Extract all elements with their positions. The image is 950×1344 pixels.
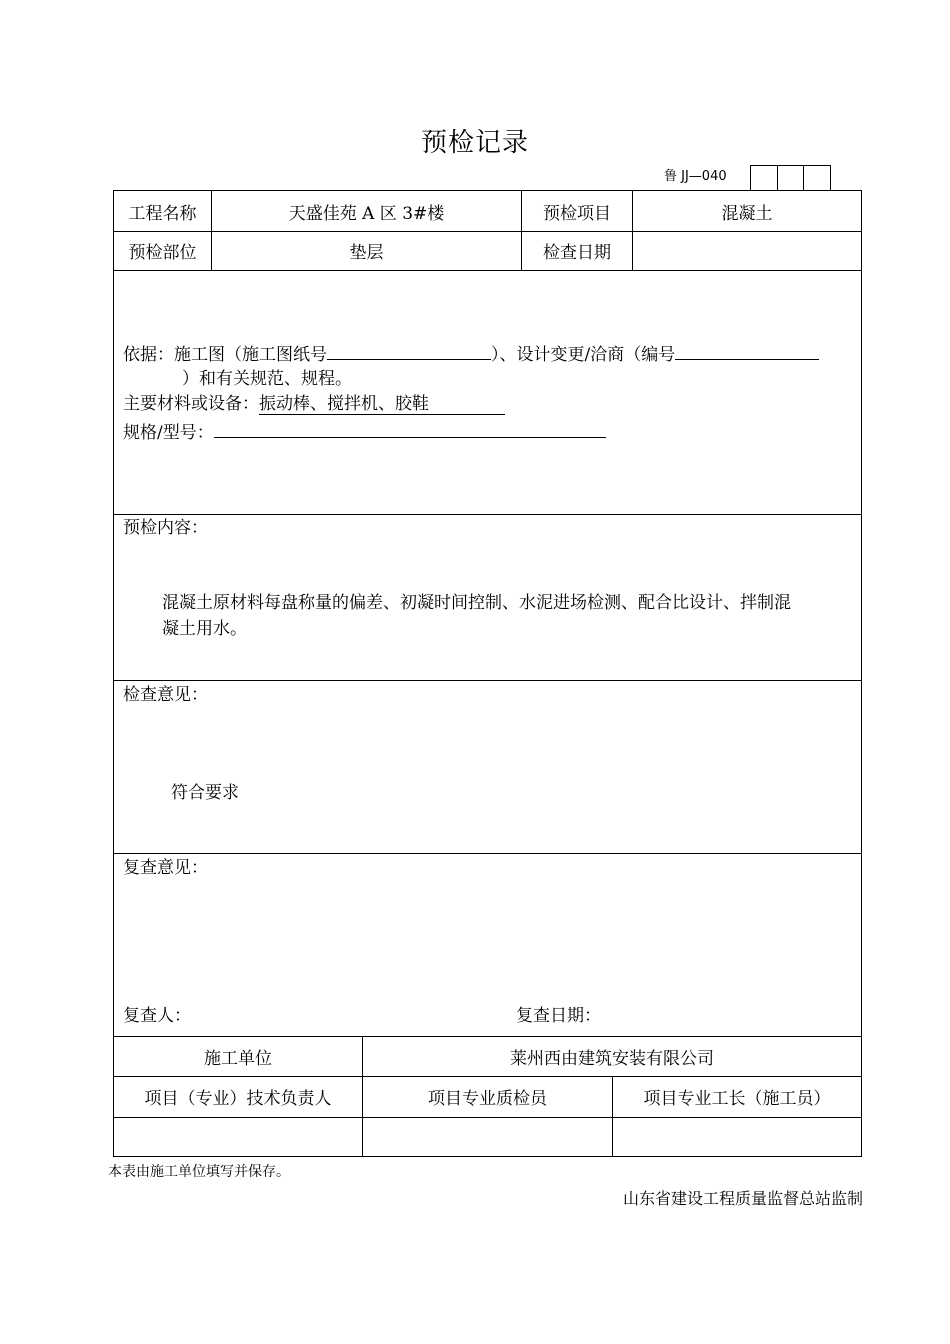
content-label: 预检内容： (123, 518, 208, 538)
recheck-label: 复查意见： (123, 858, 208, 878)
footnote: 本表由施工单位填写并保存。 (108, 1164, 290, 1180)
inspection-item-label: 预检项目 (543, 203, 611, 224)
project-name-value[interactable]: 天盛佳苑 A 区 3#楼 (288, 203, 445, 224)
change-number-field[interactable] (675, 341, 819, 360)
project-name-label: 工程名称 (128, 203, 197, 224)
content-text-1: 混凝土原材料每盘称量的偏差、初凝时间控制、水泥进场检测、配合比设计、拌制混 (162, 593, 791, 613)
content-text-2: 凝土用水。 (162, 619, 247, 639)
spec-label: 规格/型号： (123, 423, 214, 443)
quality-inspector-label: 项目专业质检员 (428, 1089, 547, 1109)
materials-label: 主要材料或设备： (123, 394, 259, 414)
form-code: 鲁 JJ—040 (664, 169, 727, 184)
drawing-number-field[interactable] (327, 341, 491, 360)
supervisor-note: 山东省建设工程质量监督总站监制 (622, 1189, 863, 1208)
page-title: 预检记录 (420, 128, 529, 158)
basis-line-2: ）和有关规范、规程。 (182, 369, 352, 389)
materials-line (123, 392, 505, 416)
check-date-value[interactable] (633, 231, 861, 270)
spec-line (123, 419, 606, 445)
opinion-text[interactable]: 符合要求 (171, 783, 239, 803)
quality-inspector-signature[interactable] (363, 1117, 612, 1157)
inspection-form (113, 190, 862, 1157)
materials-value[interactable]: 振动棒、搅拌机、胶鞋 (259, 394, 505, 415)
opinion-label: 检查意见： (123, 685, 208, 705)
foreman-label: 项目专业工长（施工员） (643, 1089, 831, 1109)
check-date-label: 检查日期 (543, 243, 611, 263)
unit-label: 施工单位 (204, 1048, 272, 1069)
basis-drawing-label: 依据：施工图（施工图纸号 (123, 345, 327, 365)
tech-lead-signature[interactable] (114, 1117, 362, 1157)
form-code-boxes[interactable] (750, 165, 831, 191)
inspection-part-value[interactable]: 垫层 (349, 243, 384, 263)
recheck-date-label: 复查日期： (516, 1006, 601, 1026)
inspection-item-value[interactable]: 混凝土 (721, 203, 773, 224)
tech-lead-label: 项目（专业）技术负责人 (144, 1089, 332, 1109)
foreman-signature[interactable] (613, 1117, 861, 1157)
inspection-part-label: 预检部位 (128, 243, 197, 263)
basis-line-1 (123, 341, 819, 367)
basis-change-label: ）、设计变更/洽商（编号 (491, 345, 676, 365)
unit-value[interactable]: 莱州西由建筑安装有限公司 (510, 1048, 714, 1069)
spec-field[interactable] (214, 419, 606, 438)
recheck-person-label: 复查人： (123, 1006, 191, 1026)
